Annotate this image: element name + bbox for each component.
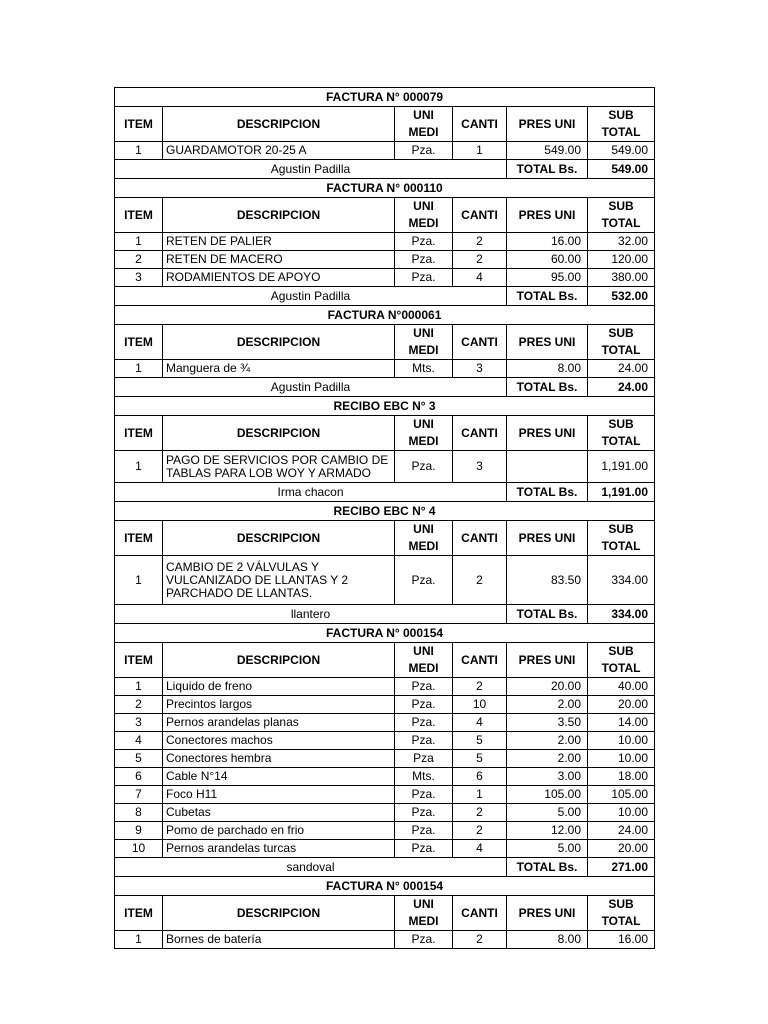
cell-item: 3 [115, 269, 163, 287]
table-row [115, 714, 655, 732]
cell-canti: 4 [453, 269, 507, 287]
header-canti: CANTI [453, 107, 507, 142]
cell-canti: 4 [453, 840, 507, 858]
table-row [115, 768, 655, 786]
invoice-title: FACTURA N° 000154 [115, 877, 655, 896]
table-row [115, 360, 655, 378]
header-sub-total-line-1: SUB [608, 108, 634, 122]
cell-pres-uni: 5.00 [507, 804, 588, 822]
cell-uni-medi: Pza. [395, 451, 453, 483]
cell-item: 1 [115, 678, 163, 696]
header-item: ITEM [115, 643, 163, 678]
header-uni-medi-line-2: MEDI [408, 343, 439, 357]
header-item: ITEM [115, 896, 163, 931]
cell-canti: 2 [453, 804, 507, 822]
invoice-title-row [115, 502, 655, 521]
cell-descripcion: Pomo de parchado en frio [163, 822, 395, 840]
table-row [115, 451, 655, 483]
cell-canti: 2 [453, 822, 507, 840]
cell-sub-total: 40.00 [588, 678, 655, 696]
cell-uni-medi: Pza. [395, 840, 453, 858]
header-uni-medi-line-2: MEDI [408, 914, 439, 928]
header-uni-medi-line-2: MEDI [408, 661, 439, 675]
cell-uni-medi: Pza. [395, 804, 453, 822]
header-sub-total [588, 521, 655, 556]
invoice-footer-row [115, 160, 655, 179]
cell-item: 1 [115, 556, 163, 605]
cell-uni-medi: Pza. [395, 822, 453, 840]
cell-pres-uni: 3.50 [507, 714, 588, 732]
invoice-title: RECIBO EBC N° 3 [115, 397, 655, 416]
cell-item: 1 [115, 931, 163, 949]
cell-item: 7 [115, 786, 163, 804]
cell-uni-medi: Mts. [395, 768, 453, 786]
header-descripcion: DESCRIPCION [163, 107, 395, 142]
header-item: ITEM [115, 521, 163, 556]
cell-uni-medi: Pza. [395, 556, 453, 605]
header-pres-uni: PRES UNI [507, 643, 588, 678]
cell-uni-medi: Pza. [395, 732, 453, 750]
table-row [115, 732, 655, 750]
invoice-table [114, 87, 655, 949]
cell-pres-uni: 3.00 [507, 768, 588, 786]
invoice-title: FACTURA N° 000154 [115, 624, 655, 643]
total-value: 24.00 [588, 378, 655, 397]
invoice-title-row [115, 306, 655, 325]
table-row [115, 822, 655, 840]
header-item: ITEM [115, 325, 163, 360]
cell-canti: 1 [453, 142, 507, 160]
header-sub-total-line-1: SUB [608, 199, 634, 213]
responsible-person: Agustin Padilla [115, 160, 507, 179]
cell-sub-total: 1,191.00 [588, 451, 655, 483]
cell-sub-total: 380.00 [588, 269, 655, 287]
header-sub-total-line-2: TOTAL [601, 216, 641, 230]
header-uni-medi [395, 643, 453, 678]
cell-pres-uni: 16.00 [507, 233, 588, 251]
header-descripcion: DESCRIPCION [163, 896, 395, 931]
cell-item: 5 [115, 750, 163, 768]
cell-item: 1 [115, 142, 163, 160]
column-header-row [115, 416, 655, 451]
cell-item: 2 [115, 251, 163, 269]
cell-pres-uni: 83.50 [507, 556, 588, 605]
cell-descripcion: GUARDAMOTOR 20-25 A [163, 142, 395, 160]
cell-sub-total: 10.00 [588, 750, 655, 768]
header-pres-uni: PRES UNI [507, 521, 588, 556]
cell-pres-uni [507, 451, 588, 483]
invoice-footer-row [115, 287, 655, 306]
cell-canti: 3 [453, 451, 507, 483]
table-row [115, 233, 655, 251]
header-uni-medi [395, 107, 453, 142]
header-item: ITEM [115, 107, 163, 142]
cell-item: 6 [115, 768, 163, 786]
header-uni-medi [395, 416, 453, 451]
header-sub-total [588, 896, 655, 931]
responsible-person: Agustin Padilla [115, 378, 507, 397]
table-row [115, 804, 655, 822]
cell-descripcion: RODAMIENTOS DE APOYO [163, 269, 395, 287]
total-label: TOTAL Bs. [507, 287, 588, 306]
cell-uni-medi: Mts. [395, 360, 453, 378]
invoice-title: FACTURA N° 000079 [115, 88, 655, 107]
cell-canti: 2 [453, 678, 507, 696]
total-label: TOTAL Bs. [507, 605, 588, 624]
header-sub-total-line-2: TOTAL [601, 914, 641, 928]
cell-uni-medi: Pza. [395, 696, 453, 714]
header-uni-medi-line-2: MEDI [408, 216, 439, 230]
header-uni-medi [395, 521, 453, 556]
column-header-row [115, 896, 655, 931]
responsible-person: llantero [115, 605, 507, 624]
invoice-title-row [115, 877, 655, 896]
cell-uni-medi: Pza. [395, 233, 453, 251]
total-label: TOTAL Bs. [507, 160, 588, 179]
cell-sub-total: 10.00 [588, 732, 655, 750]
cell-item: 1 [115, 451, 163, 483]
cell-item: 1 [115, 233, 163, 251]
cell-canti: 5 [453, 732, 507, 750]
cell-sub-total: 18.00 [588, 768, 655, 786]
header-uni-medi-line-1: UNI [413, 417, 434, 431]
header-uni-medi-line-1: UNI [413, 522, 434, 536]
invoice-sheet [114, 87, 654, 949]
cell-descripcion: RETEN DE MACERO [163, 251, 395, 269]
cell-pres-uni: 95.00 [507, 269, 588, 287]
table-row [115, 142, 655, 160]
header-uni-medi [395, 325, 453, 360]
total-value: 549.00 [588, 160, 655, 179]
cell-descripcion: PAGO DE SERVICIOS POR CAMBIO DE TABLAS PARA LOB WOY Y ARMADO [163, 451, 395, 483]
header-sub-total-line-1: SUB [608, 644, 634, 658]
cell-descripcion: Pernos arandelas turcas [163, 840, 395, 858]
table-row [115, 251, 655, 269]
cell-uni-medi: Pza. [395, 786, 453, 804]
column-header-row [115, 107, 655, 142]
table-row [115, 750, 655, 768]
header-sub-total-line-2: TOTAL [601, 661, 641, 675]
cell-descripcion: Bornes de batería [163, 931, 395, 949]
table-row [115, 840, 655, 858]
header-sub-total-line-1: SUB [608, 417, 634, 431]
header-uni-medi-line-1: UNI [413, 199, 434, 213]
header-uni-medi-line-2: MEDI [408, 539, 439, 553]
header-canti: CANTI [453, 643, 507, 678]
cell-sub-total: 10.00 [588, 804, 655, 822]
cell-pres-uni: 8.00 [507, 360, 588, 378]
cell-pres-uni: 105.00 [507, 786, 588, 804]
table-row [115, 678, 655, 696]
header-descripcion: DESCRIPCION [163, 416, 395, 451]
table-row [115, 696, 655, 714]
header-sub-total [588, 643, 655, 678]
header-sub-total-line-2: TOTAL [601, 125, 641, 139]
cell-pres-uni: 12.00 [507, 822, 588, 840]
cell-descripcion: Cable N°14 [163, 768, 395, 786]
cell-item: 1 [115, 360, 163, 378]
cell-sub-total: 16.00 [588, 931, 655, 949]
header-canti: CANTI [453, 521, 507, 556]
table-row [115, 931, 655, 949]
cell-sub-total: 20.00 [588, 696, 655, 714]
cell-item: 9 [115, 822, 163, 840]
header-canti: CANTI [453, 416, 507, 451]
cell-sub-total: 334.00 [588, 556, 655, 605]
invoice-footer-row [115, 378, 655, 397]
header-uni-medi [395, 896, 453, 931]
header-descripcion: DESCRIPCION [163, 643, 395, 678]
header-canti: CANTI [453, 198, 507, 233]
header-canti: CANTI [453, 325, 507, 360]
cell-uni-medi: Pza. [395, 142, 453, 160]
cell-item: 10 [115, 840, 163, 858]
invoice-title-row [115, 88, 655, 107]
cell-uni-medi: Pza [395, 750, 453, 768]
cell-sub-total: 14.00 [588, 714, 655, 732]
column-header-row [115, 521, 655, 556]
cell-sub-total: 105.00 [588, 786, 655, 804]
total-label: TOTAL Bs. [507, 378, 588, 397]
header-sub-total [588, 325, 655, 360]
total-value: 532.00 [588, 287, 655, 306]
cell-descripcion: Liquido de freno [163, 678, 395, 696]
header-pres-uni: PRES UNI [507, 325, 588, 360]
column-header-row [115, 643, 655, 678]
header-sub-total-line-1: SUB [608, 897, 634, 911]
column-header-row [115, 325, 655, 360]
header-uni-medi-line-2: MEDI [408, 434, 439, 448]
cell-sub-total: 120.00 [588, 251, 655, 269]
total-label: TOTAL Bs. [507, 858, 588, 877]
cell-pres-uni: 2.00 [507, 696, 588, 714]
responsible-person: Agustin Padilla [115, 287, 507, 306]
cell-item: 3 [115, 714, 163, 732]
cell-canti: 6 [453, 768, 507, 786]
cell-uni-medi: Pza. [395, 269, 453, 287]
total-value: 334.00 [588, 605, 655, 624]
header-sub-total [588, 107, 655, 142]
cell-uni-medi: Pza. [395, 251, 453, 269]
header-sub-total-line-1: SUB [608, 522, 634, 536]
header-pres-uni: PRES UNI [507, 107, 588, 142]
total-value: 1,191.00 [588, 483, 655, 502]
table-row [115, 786, 655, 804]
cell-canti: 2 [453, 931, 507, 949]
invoice-title-row [115, 179, 655, 198]
header-descripcion: DESCRIPCION [163, 325, 395, 360]
header-sub-total-line-2: TOTAL [601, 343, 641, 357]
cell-uni-medi: Pza. [395, 714, 453, 732]
invoice-title-row [115, 624, 655, 643]
cell-sub-total: 32.00 [588, 233, 655, 251]
cell-sub-total: 24.00 [588, 360, 655, 378]
cell-item: 2 [115, 696, 163, 714]
cell-descripcion: Cubetas [163, 804, 395, 822]
cell-canti: 2 [453, 233, 507, 251]
cell-descripcion: Conectores machos [163, 732, 395, 750]
header-uni-medi-line-1: UNI [413, 108, 434, 122]
header-sub-total [588, 198, 655, 233]
table-row [115, 556, 655, 605]
invoice-title: FACTURA N°000061 [115, 306, 655, 325]
cell-sub-total: 20.00 [588, 840, 655, 858]
total-value: 271.00 [588, 858, 655, 877]
cell-descripcion: Precintos largos [163, 696, 395, 714]
invoice-title: FACTURA N° 000110 [115, 179, 655, 198]
cell-canti: 2 [453, 251, 507, 269]
header-sub-total [588, 416, 655, 451]
total-label: TOTAL Bs. [507, 483, 588, 502]
cell-uni-medi: Pza. [395, 931, 453, 949]
header-item: ITEM [115, 198, 163, 233]
responsible-person: Irma chacon [115, 483, 507, 502]
cell-pres-uni: 2.00 [507, 732, 588, 750]
responsible-person: sandoval [115, 858, 507, 877]
cell-descripcion: Conectores hembra [163, 750, 395, 768]
cell-canti: 3 [453, 360, 507, 378]
cell-pres-uni: 5.00 [507, 840, 588, 858]
invoice-title: RECIBO EBC N° 4 [115, 502, 655, 521]
cell-item: 8 [115, 804, 163, 822]
cell-pres-uni: 60.00 [507, 251, 588, 269]
cell-item: 4 [115, 732, 163, 750]
cell-canti: 2 [453, 556, 507, 605]
cell-canti: 5 [453, 750, 507, 768]
cell-pres-uni: 20.00 [507, 678, 588, 696]
table-row [115, 269, 655, 287]
header-uni-medi-line-1: UNI [413, 326, 434, 340]
column-header-row [115, 198, 655, 233]
cell-canti: 4 [453, 714, 507, 732]
header-sub-total-line-2: TOTAL [601, 539, 641, 553]
header-sub-total-line-2: TOTAL [601, 434, 641, 448]
header-canti: CANTI [453, 896, 507, 931]
cell-descripcion: Foco H11 [163, 786, 395, 804]
header-uni-medi [395, 198, 453, 233]
header-uni-medi-line-2: MEDI [408, 125, 439, 139]
header-pres-uni: PRES UNI [507, 198, 588, 233]
invoice-footer-row [115, 483, 655, 502]
header-pres-uni: PRES UNI [507, 416, 588, 451]
cell-descripcion: Manguera de ¾ [163, 360, 395, 378]
cell-pres-uni: 549.00 [507, 142, 588, 160]
cell-sub-total: 549.00 [588, 142, 655, 160]
cell-canti: 10 [453, 696, 507, 714]
header-uni-medi-line-1: UNI [413, 897, 434, 911]
header-pres-uni: PRES UNI [507, 896, 588, 931]
cell-uni-medi: Pza. [395, 678, 453, 696]
cell-descripcion: Pernos arandelas planas [163, 714, 395, 732]
cell-descripcion: RETEN DE PALIER [163, 233, 395, 251]
cell-pres-uni: 2.00 [507, 750, 588, 768]
cell-descripcion: CAMBIO DE 2 VÁLVULAS Y VULCANIZADO DE LLANTAS Y 2 PARCHADO DE LLANTAS. [163, 556, 395, 605]
header-uni-medi-line-1: UNI [413, 644, 434, 658]
header-item: ITEM [115, 416, 163, 451]
invoice-title-row [115, 397, 655, 416]
cell-canti: 1 [453, 786, 507, 804]
cell-pres-uni: 8.00 [507, 931, 588, 949]
invoice-footer-row [115, 605, 655, 624]
header-sub-total-line-1: SUB [608, 326, 634, 340]
header-descripcion: DESCRIPCION [163, 521, 395, 556]
cell-sub-total: 24.00 [588, 822, 655, 840]
invoice-footer-row [115, 858, 655, 877]
header-descripcion: DESCRIPCION [163, 198, 395, 233]
